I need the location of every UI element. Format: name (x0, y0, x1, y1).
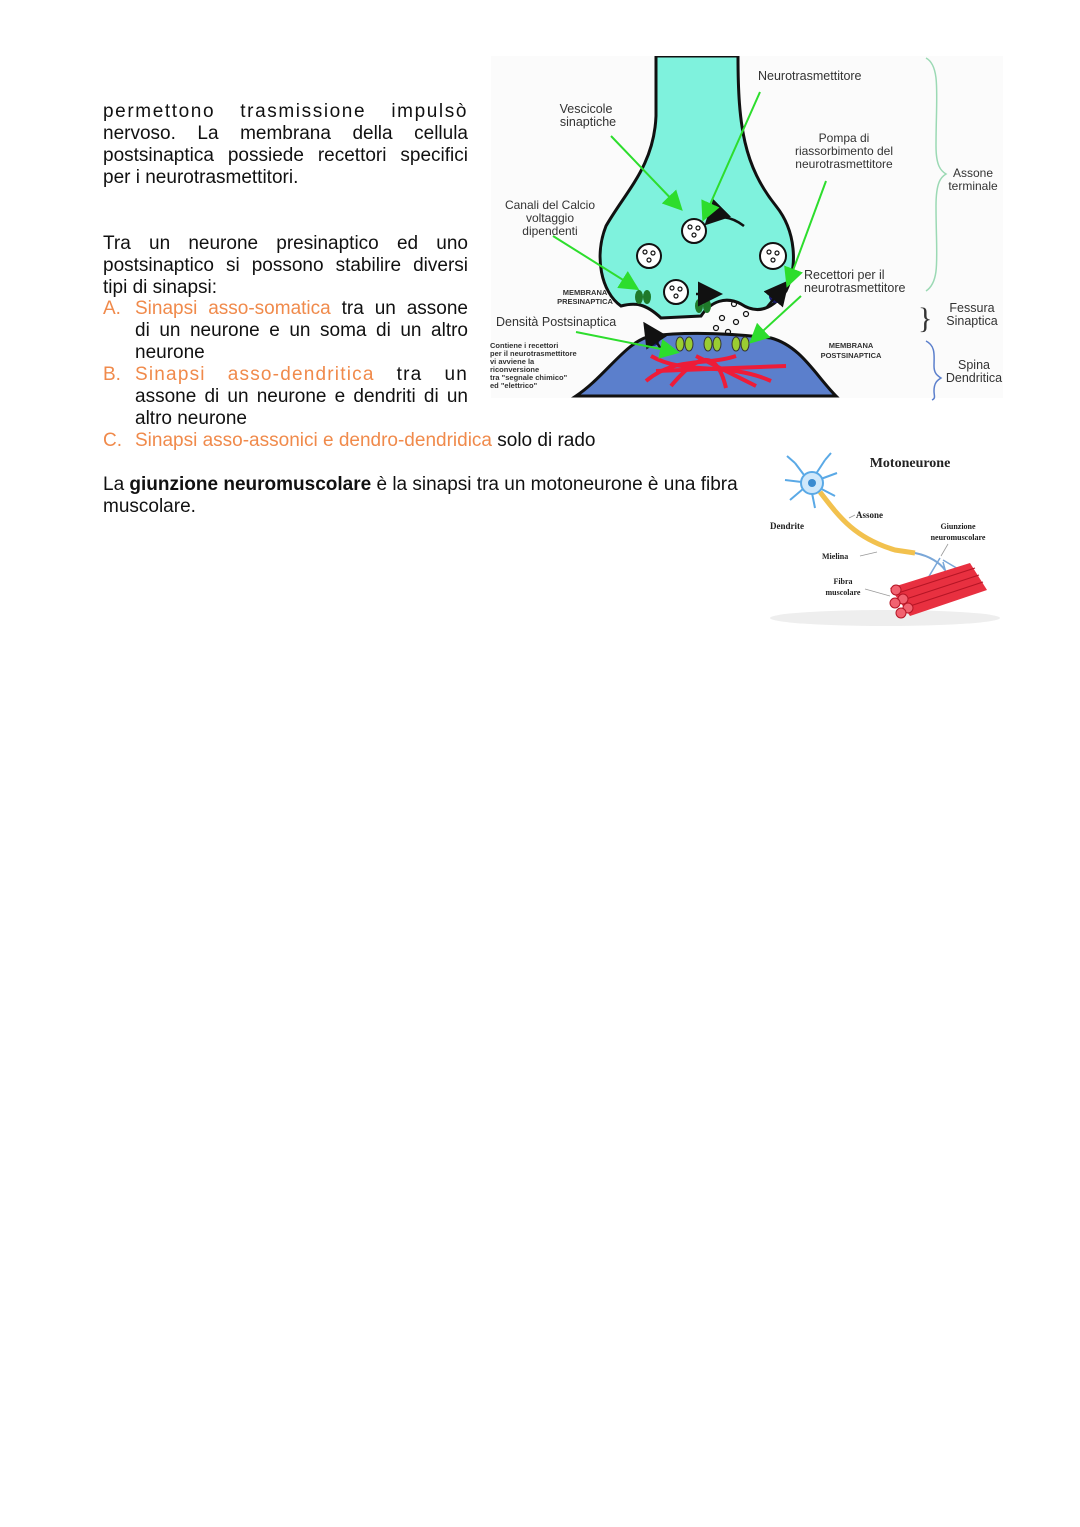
label-giunzione: Giunzione (940, 522, 976, 531)
text-line: permettono trasmissione impulsò (103, 101, 468, 122)
list-text: tra un (396, 364, 468, 385)
label-neurotrasmettitore: Neurotrasmettitore (758, 69, 862, 83)
synapse-types-intro (103, 233, 468, 299)
label-giunzione: neuromuscolare (930, 533, 986, 542)
shadow (770, 610, 1000, 626)
nucleus (808, 479, 816, 487)
label-membrana-postsinaptica: MEMBRANA (828, 341, 874, 350)
text-line: postsinaptico si possono stabilire diversi (103, 255, 468, 276)
note-line: riconversione (490, 365, 540, 374)
synapse-diagram (486, 56, 1006, 401)
label-dendrite: Dendrite (770, 521, 804, 531)
label-pompa: Pompa di (818, 131, 870, 145)
label-canali-calcio: dipendenti (522, 224, 578, 238)
label-vescicole: Vescicole (559, 102, 613, 116)
label-canali-calcio: Canali del Calcio (504, 198, 596, 212)
label-mielina: Mielina (822, 552, 849, 561)
label-canali-calcio: voltaggio (525, 211, 575, 225)
note-line: vi avviene la (490, 357, 535, 366)
motoneuron-diagram (765, 448, 1010, 633)
label-recettori: neurotrasmettitore (804, 281, 906, 295)
intro-paragraph (103, 101, 468, 189)
list-term: Sinapsi asso-assonici e dendro-dendridica (135, 430, 492, 451)
label-assone-terminale: Assone (952, 166, 994, 180)
label-membrana-presinaptica: PRESINAPTICA (557, 297, 613, 306)
neuromuscular-paragraph (103, 474, 748, 518)
text-line: postsinaptica possiede recettori specifici (103, 145, 468, 166)
list-item (103, 430, 628, 452)
list-text: di un neurone e un soma di un altro neurone (135, 320, 468, 363)
fessura-brace: } (918, 302, 933, 335)
label-fessura-sinaptica: Sinaptica (946, 314, 998, 328)
list-marker: A. (103, 298, 121, 319)
note-line: per il neurotrasmettitore (490, 349, 577, 358)
label-assone: Assone (856, 510, 884, 520)
label-densita-postsinaptica: Densità Postsinaptica (496, 315, 617, 329)
label-fessura-sinaptica: Fessura (949, 301, 995, 315)
text-line: tipi di sinapsi: (103, 277, 218, 298)
list-marker: B. (103, 364, 121, 385)
label-spina-dendritica: Dendritica (945, 371, 1003, 385)
label-recettori: Recettori per il (804, 268, 885, 282)
axon-terminal (915, 553, 945, 570)
label-fibra-muscolare: Fibra (833, 577, 853, 586)
label-pompa: riassorbimento del (794, 144, 894, 158)
muscle-fiber (890, 563, 987, 618)
label-membrana-presinaptica: MEMBRANA (562, 288, 608, 297)
motoneurone-title: Motoneurone (869, 456, 951, 471)
text-line: nervoso. La membrana della cellula (103, 123, 468, 144)
label-pompa: neurotrasmettitore (795, 157, 893, 171)
bold-term: giunzione neuromuscolare (129, 474, 372, 495)
list-term: Sinapsi asso-dendritica (135, 364, 375, 385)
list-marker: C. (103, 430, 122, 451)
label-assone-terminale: terminale (948, 179, 998, 193)
list-text: solo di rado (497, 430, 596, 451)
label-spina-dendritica: Spina (958, 358, 990, 372)
text-line: per i neurotrasmettitori. (103, 167, 299, 188)
note-line: Contiene i recettori (490, 341, 559, 350)
note-line: tra "segnale chimico" (490, 373, 568, 382)
label-membrana-postsinaptica: POSTSINAPTICA (820, 351, 882, 360)
axon-myelin (820, 492, 915, 553)
text-line: Tra un neurone presinaptico ed uno (103, 233, 468, 254)
label-fibra-muscolare: muscolare (825, 588, 861, 597)
list-text: tra un assone (341, 298, 468, 319)
label-vescicole: sinaptiche (559, 115, 617, 129)
text-span: è la sinapsi tra un motoneurone è una fibra muscolare. (103, 474, 738, 517)
note-line: ed "elettrico" (490, 381, 538, 390)
text-span: La (103, 474, 125, 495)
list-text: assone di un neurone e dendriti di un altro neurone (135, 386, 468, 429)
list-term: Sinapsi asso-somatica (135, 298, 331, 319)
